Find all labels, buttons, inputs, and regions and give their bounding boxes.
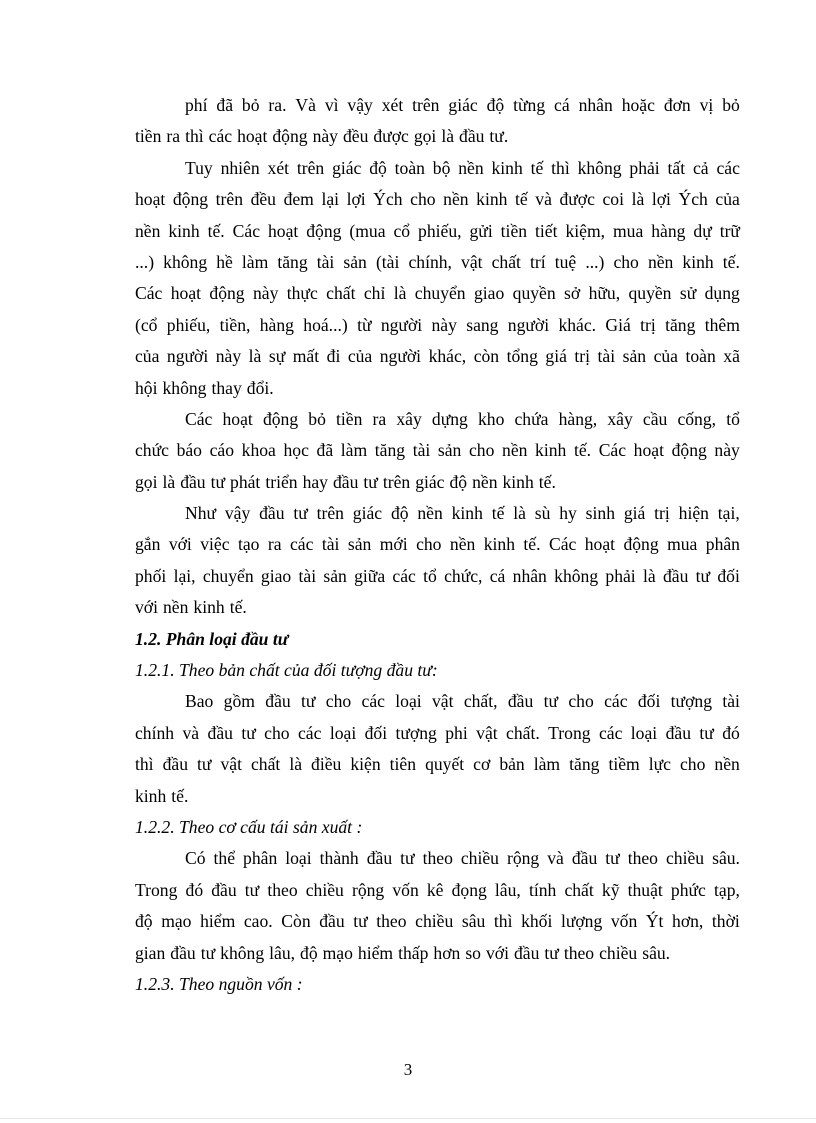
paragraph-line: Bao gồm đầu tư cho các loại vật chất, đầu tư cho các đối tượng tài	[185, 691, 740, 712]
paragraph-line: phối lại, chuyển giao tài sản giữa các tổ chức, cá nhân không phải là đầu tư đối	[135, 565, 740, 586]
paragraph-line: độ mạo hiểm cao. Còn đầu tư theo chiều sâu thì khối lượng vốn Ýt hơn, thời	[135, 911, 740, 932]
paragraph-line: Tuy nhiên xét trên giác độ toàn bộ nền kinh tế thì không phải tất cả các	[185, 157, 740, 178]
paragraph-line: hội không thay đổi.	[135, 377, 274, 398]
page-bottom-edge	[0, 1118, 816, 1119]
subsection-heading: 1.2.2. Theo cơ cấu tái sản xuất :	[135, 816, 363, 837]
page-number: 3	[403, 1060, 413, 1079]
paragraph-line: với nền kinh tế.	[135, 597, 247, 618]
paragraph-line: hoạt động trên đều đem lại lợi Ých cho nền kinh tế và được coi là lợi Ých của	[135, 189, 740, 210]
paragraph-line: gọi là đầu tư phát triển hay đầu tư trên giác độ nền kinh tế.	[135, 471, 556, 492]
paragraph-line: ...) không hề làm tăng tài sản (tài chính, vật chất trí tuệ ...) cho nền kinh tế.	[135, 251, 740, 272]
paragraph-line: của người này là sự mất đi của người khác, còn tổng giá trị tài sản của toàn xã	[135, 346, 740, 367]
section-heading: 1.2. Phân loại đầu tư	[135, 628, 289, 649]
paragraph-line: Các hoạt động bỏ tiền ra xây dựng kho chứa hàng, xây cầu cống, tổ	[185, 408, 740, 429]
paragraph-line: Có thể phân loại thành đầu tư theo chiều rộng và đầu tư theo chiều sâu.	[185, 848, 740, 869]
body-text	[135, 90, 740, 1000]
paragraph-line: phí đã bỏ ra. Và vì vậy xét trên giác độ từng cá nhân hoặc đơn vị bỏ	[185, 95, 740, 115]
paragraph-line: Như vậy đầu tư trên giác độ nền kinh tế là sù hy sinh giá trị hiện tại,	[185, 503, 740, 524]
paragraph-line: kinh tế.	[135, 785, 189, 806]
paragraph-line: thì đầu tư vật chất là điều kiện tiên quyết cơ bản làm tăng tiềm lực cho nền	[135, 754, 740, 775]
subsection-heading: 1.2.1. Theo bản chất của đối tượng đầu tư:	[135, 660, 438, 681]
subsection-heading: 1.2.3. Theo nguồn vốn :	[135, 973, 303, 994]
paragraph-line: (cổ phiếu, tiền, hàng hoá...) từ người này sang người khác. Giá trị tăng thêm	[135, 314, 740, 335]
paragraph-line: chức báo cáo khoa học đã làm tăng tài sản cho nền kinh tế. Các hoạt động này	[135, 440, 740, 461]
paragraph-line: chính và đầu tư cho các loại đối tượng phi vật chất. Trong các loại đầu tư đó	[135, 722, 740, 743]
paragraph-line: tiền ra thì các hoạt động này đều được gọi là đầu tư.	[135, 126, 509, 147]
paragraph-line: nền kinh tế. Các hoạt động (mua cổ phiếu, gửi tiền tiết kiệm, mua hàng dự trữ	[135, 220, 740, 241]
paragraph-line: Các hoạt động này thực chất chỉ là chuyển giao quyền sở hữu, quyền sử dụng	[135, 283, 740, 304]
paragraph-line: gắn với việc tạo ra các tài sản mới cho nền kinh tế. Các hoạt động mua phân	[135, 534, 740, 555]
paragraph-line: Trong đó đầu tư theo chiều rộng vốn kê đọng lâu, tính chất kỹ thuật phức tạp,	[135, 879, 740, 900]
paragraph-line: gian đầu tư không lâu, độ mạo hiểm thấp hơn so với đầu tư theo chiều sâu.	[135, 942, 671, 963]
